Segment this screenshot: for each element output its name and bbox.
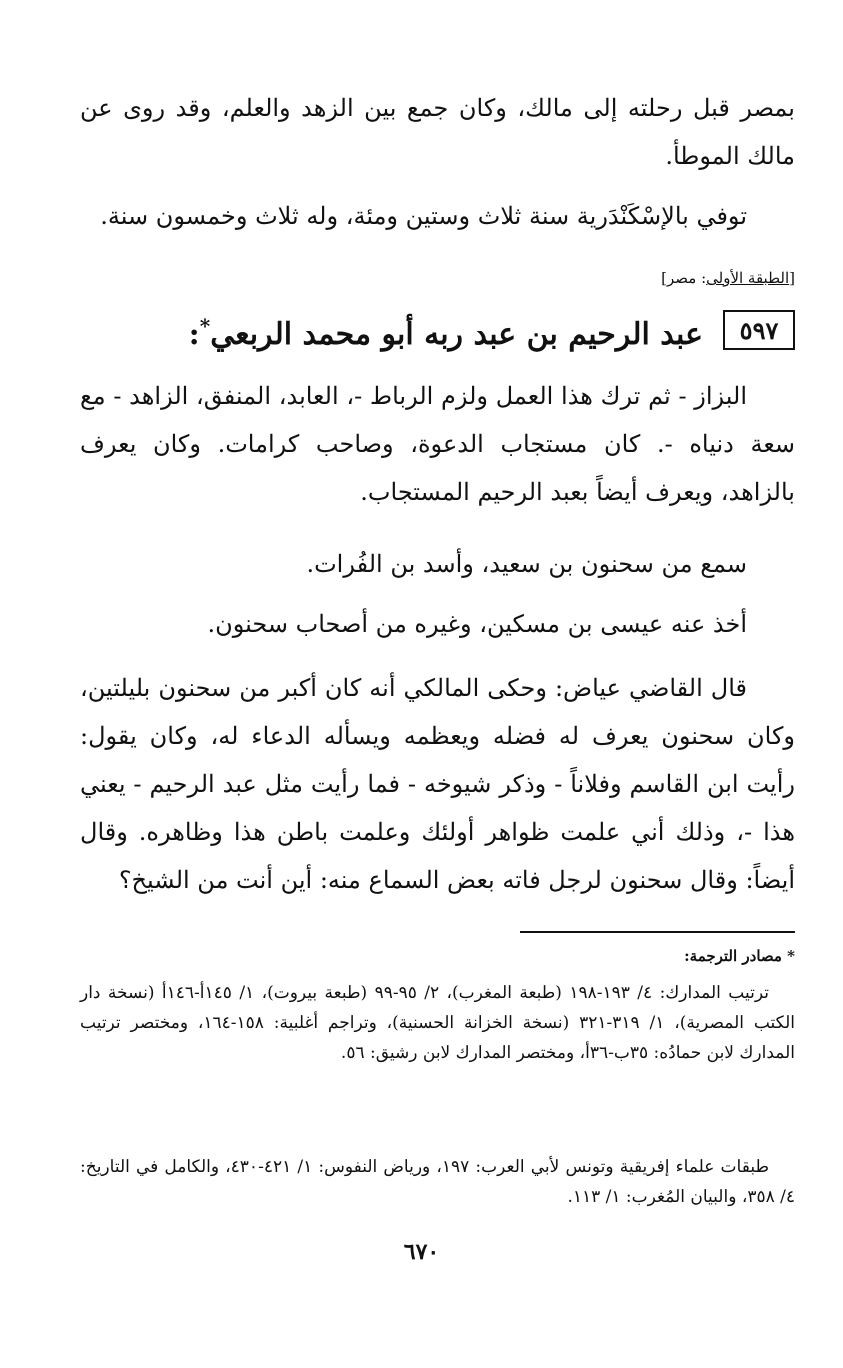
- body-paragraph-students: أخذ عنه عيسى بن مسكين، وغيره من أصحاب سحنون.: [207, 610, 747, 638]
- entry-title-line: [189, 306, 703, 355]
- footnote-sources-1: ترتيب المدارك: ٤/ ١٩٣-١٩٨ (طبعة المغرب)، ٢/ ٩٥-٩٩ (طبعة بيروت)، ١/ ١٤٥أ-١٤٦أ (نسخة دار الكتب المصرية)، ١/ ٣١٩-٣٢١ (نسخة الخزانة الحسنية)، وتراجم أغلبية: ١٥٨-١٦٤، ومختصر ترتيب المدارك لابن حمادُه: ٣٥ب-٣٦أ، ومختصر المدارك لابن رشيق: ٥٦.: [80, 983, 795, 1063]
- section-tag: [661, 266, 795, 290]
- entry-colon: :: [188, 316, 200, 352]
- page-number: ٦٧٠: [403, 1239, 440, 1265]
- footnote-marker: *: [199, 313, 211, 338]
- carry-over-paragraph: بمصر قبل رحلته إلى مالك، وكان جمع بين الزهد والعلم، وقد روى عن مالك الموطأ.: [80, 94, 795, 170]
- body-paragraph-description: البزاز - ثم ترك هذا العمل ولزم الرباط -، العابد، المنفق، الزاهد - مع سعة دنياه -. كان مستجاب الدعوة، وصاحب كرامات. وكان يعرف بالزاهد، ويعرف أيضاً بعبد الرحيم المستجاب.: [80, 382, 795, 506]
- section-tag-level: الطبقة الأولى: [706, 269, 790, 287]
- entry-number-box: [723, 310, 795, 350]
- section-tag-rest: : مصر: [666, 269, 707, 287]
- entry-header: [80, 305, 795, 355]
- section-tag-close: ]: [661, 269, 667, 287]
- entry-number: ٥٩٧: [739, 315, 779, 345]
- footnote-heading: * مصادر الترجمة:: [684, 947, 795, 965]
- section-tag-open: [: [789, 269, 795, 287]
- death-paragraph: توفي بالإسْكَنْدَرية سنة ثلاث وستين ومئة، وله ثلاث وخمسون سنة.: [100, 202, 747, 230]
- body-paragraph-qadi-iyad: قال القاضي عياض: وحكى المالكي أنه كان أكبر من سحنون بليلتين، وكان سحنون يعرف له فضله ويعظمه ويسأله الدعاء له، وكان يقول: رأيت ابن القاسم وفلاناً - وذكر شيوخه - فما رأيت مثل عبد الرحيم - يعني هذا -، وذلك أني علمت ظواهر أولئك وعلمت باطن هذا وظاهره. وقال أيضاً: وقال سحنون لرجل فاته بعض السماع منه: أين أنت من الشيخ؟: [80, 674, 795, 894]
- footnote-sources-2: طبقات علماء إفريقية وتونس لأبي العرب: ١٩٧، ورياض النفوس: ١/ ٤٢١-٤٣٠، والكامل في التاريخ: ٤/ ٣٥٨، والبيان المُغرب: ١/ ١١٣.: [80, 1157, 795, 1207]
- entry-title: عبد الرحيم بن عبد ربه أبو محمد الربعي: [210, 316, 703, 352]
- footnote-divider: [520, 931, 795, 933]
- body-paragraph-teachers: سمع من سحنون بن سعيد، وأسد بن الفُرات.: [306, 550, 747, 578]
